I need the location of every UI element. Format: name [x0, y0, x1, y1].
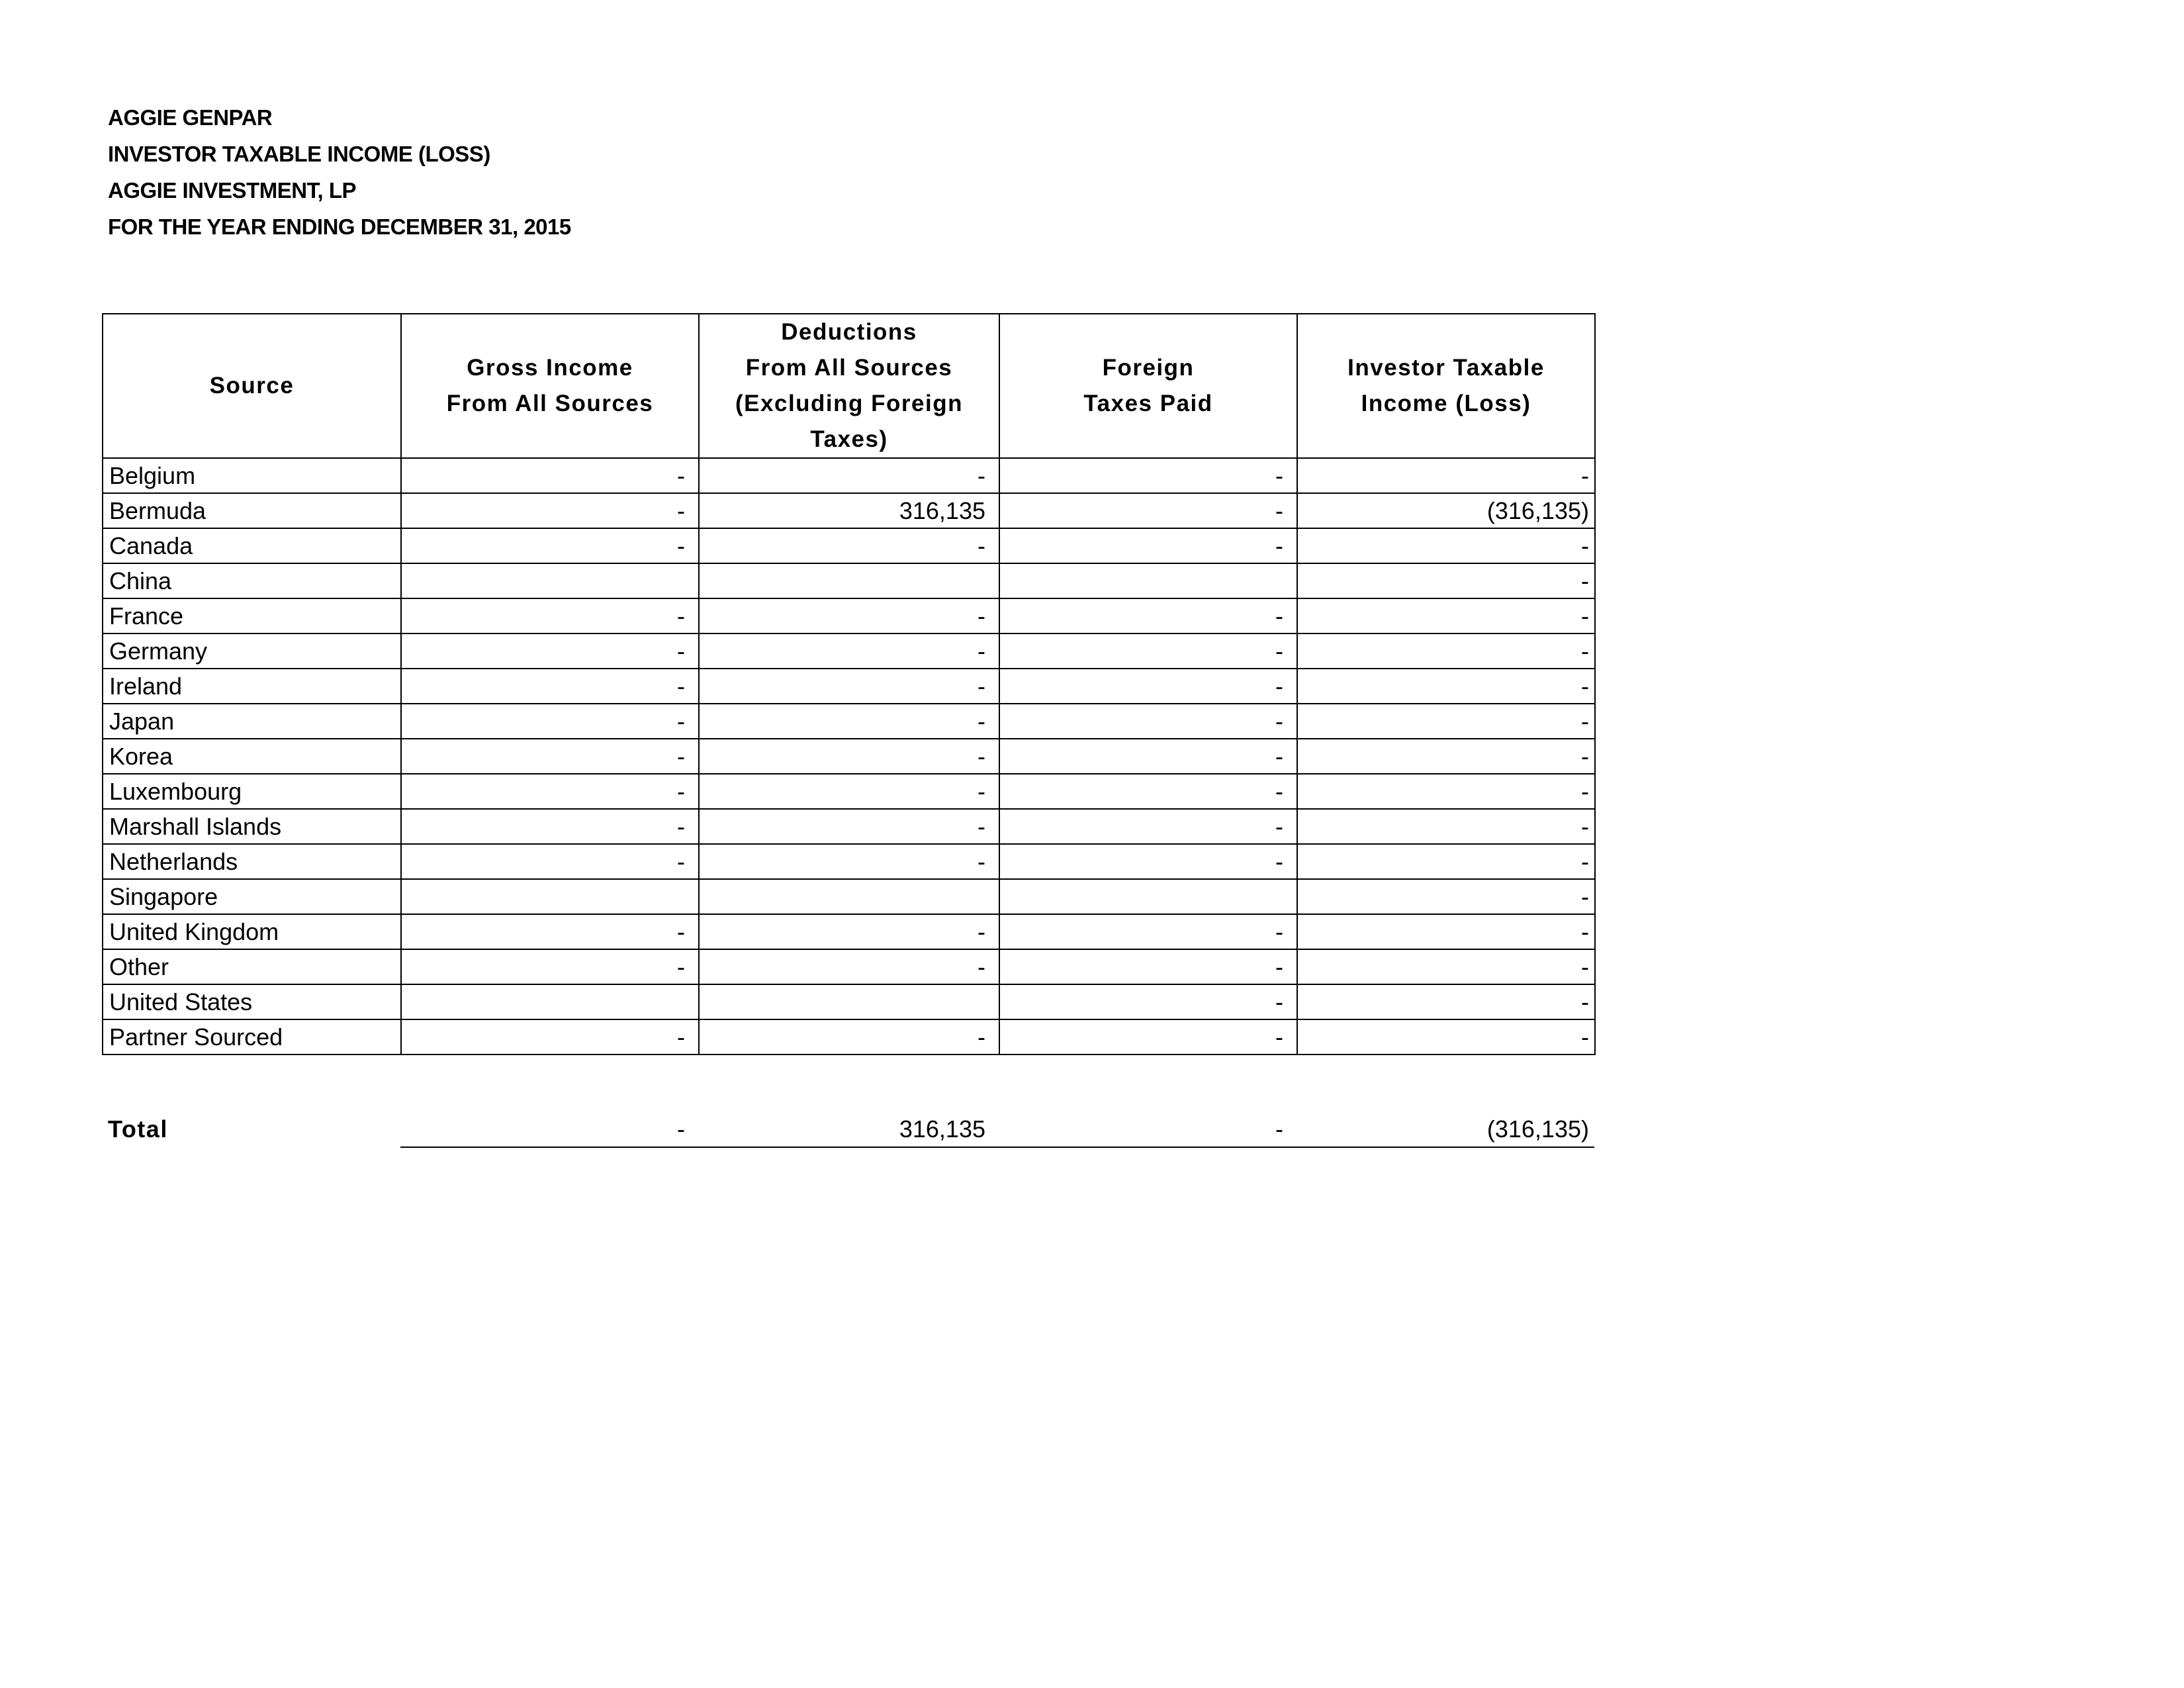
cell-source: United Kingdom: [103, 914, 401, 949]
cell-deductions: -: [699, 1019, 999, 1055]
cell-foreign-taxes: -: [999, 1019, 1297, 1055]
table-header-row: [103, 314, 1595, 458]
cell-gross-income: -: [401, 528, 699, 563]
cell-source: Korea: [103, 739, 401, 774]
cell-foreign-taxes: -: [999, 528, 1297, 563]
cell-investor-income: -: [1297, 563, 1595, 598]
cell-foreign-taxes: -: [999, 633, 1297, 669]
table-row: [103, 809, 1595, 844]
cell-investor-income: -: [1297, 633, 1595, 669]
company-name: AGGIE GENPAR: [108, 105, 273, 130]
cell-foreign-taxes: -: [999, 739, 1297, 774]
cell-foreign-taxes: -: [999, 984, 1297, 1019]
cell-source: Japan: [103, 704, 401, 739]
table-row: [103, 669, 1595, 704]
entity-name: AGGIE INVESTMENT, LP: [108, 178, 357, 203]
report-heading: [108, 99, 571, 245]
table-row: [103, 844, 1595, 879]
cell-source: United States: [103, 984, 401, 1019]
cell-investor-income: -: [1297, 1019, 1595, 1055]
cell-source: France: [103, 598, 401, 633]
cell-investor-income: -: [1297, 739, 1595, 774]
cell-foreign-taxes: -: [999, 949, 1297, 984]
column-header-foreign-taxes: [999, 314, 1297, 458]
table-row: [103, 914, 1595, 949]
cell-deductions: -: [699, 739, 999, 774]
cell-deductions: -: [699, 598, 999, 633]
cell-foreign-taxes: -: [999, 493, 1297, 528]
cell-gross-income: -: [401, 704, 699, 739]
table-body: [103, 458, 1595, 1055]
total-deductions: 316,135: [899, 1115, 985, 1143]
table-row: [103, 598, 1595, 633]
cell-deductions: -: [699, 844, 999, 879]
report-title: INVESTOR TAXABLE INCOME (LOSS): [108, 142, 490, 166]
cell-investor-income: -: [1297, 669, 1595, 704]
table-row: [103, 528, 1595, 563]
cell-source: Luxembourg: [103, 774, 401, 809]
cell-foreign-taxes: -: [999, 669, 1297, 704]
table-row: [103, 879, 1595, 914]
cell-source: Other: [103, 949, 401, 984]
cell-source: Marshall Islands: [103, 809, 401, 844]
column-header-line: From All Sources: [745, 355, 953, 381]
cell-foreign-taxes: -: [999, 914, 1297, 949]
cell-gross-income: [401, 984, 699, 1019]
cell-foreign-taxes: -: [999, 598, 1297, 633]
cell-investor-income: -: [1297, 914, 1595, 949]
cell-source: Bermuda: [103, 493, 401, 528]
cell-gross-income: [401, 879, 699, 914]
cell-investor-income: -: [1297, 458, 1595, 493]
cell-foreign-taxes: [999, 879, 1297, 914]
total-investor-income: (316,135): [1486, 1115, 1589, 1143]
column-header-line: From All Sources: [446, 391, 654, 416]
table-row: [103, 1019, 1595, 1055]
cell-foreign-taxes: [999, 563, 1297, 598]
total-row: [102, 1112, 1594, 1147]
cell-source: Germany: [103, 633, 401, 669]
cell-foreign-taxes: -: [999, 844, 1297, 879]
cell-investor-income: -: [1297, 774, 1595, 809]
column-header-deductions: [699, 314, 999, 458]
cell-deductions: -: [699, 774, 999, 809]
cell-foreign-taxes: -: [999, 774, 1297, 809]
cell-deductions: -: [699, 914, 999, 949]
table-row: [103, 493, 1595, 528]
table-row: [103, 633, 1595, 669]
column-header-line: Investor Taxable: [1347, 355, 1545, 381]
table-row: [103, 739, 1595, 774]
column-header-line: Taxes Paid: [1083, 391, 1213, 416]
cell-source: Singapore: [103, 879, 401, 914]
cell-gross-income: -: [401, 739, 699, 774]
cell-investor-income: -: [1297, 809, 1595, 844]
total-values: [400, 1112, 1594, 1148]
column-header-line: Foreign: [1102, 355, 1195, 381]
cell-source: China: [103, 563, 401, 598]
cell-gross-income: -: [401, 774, 699, 809]
cell-gross-income: -: [401, 914, 699, 949]
column-header-line: (Excluding Foreign: [735, 391, 963, 416]
table-row: [103, 563, 1595, 598]
column-header-investor-income: [1297, 314, 1595, 458]
cell-deductions: -: [699, 633, 999, 669]
table-row: [103, 704, 1595, 739]
investor-income-table-wrap: [102, 313, 1596, 1055]
column-header-source: [103, 314, 401, 458]
total-foreign-taxes: -: [1275, 1115, 1283, 1143]
column-header-line: Source: [209, 373, 295, 399]
table-row: [103, 949, 1595, 984]
column-header-line: Deductions: [781, 319, 917, 345]
column-header-gross-income: [401, 314, 699, 458]
report-period: FOR THE YEAR ENDING DECEMBER 31, 2015: [108, 214, 571, 239]
cell-source: Canada: [103, 528, 401, 563]
cell-investor-income: -: [1297, 949, 1595, 984]
cell-deductions: -: [699, 949, 999, 984]
cell-gross-income: -: [401, 1019, 699, 1055]
cell-investor-income: -: [1297, 528, 1595, 563]
cell-deductions: -: [699, 528, 999, 563]
cell-deductions: [699, 879, 999, 914]
cell-gross-income: -: [401, 633, 699, 669]
cell-gross-income: [401, 563, 699, 598]
cell-investor-income: -: [1297, 879, 1595, 914]
cell-foreign-taxes: -: [999, 458, 1297, 493]
cell-deductions: [699, 563, 999, 598]
cell-gross-income: -: [401, 949, 699, 984]
cell-deductions: -: [699, 809, 999, 844]
cell-deductions: -: [699, 704, 999, 739]
cell-gross-income: -: [401, 598, 699, 633]
cell-deductions: -: [699, 669, 999, 704]
cell-source: Ireland: [103, 669, 401, 704]
column-header-line: Income (Loss): [1361, 391, 1531, 416]
table-row: [103, 984, 1595, 1019]
cell-deductions: 316,135: [699, 493, 999, 528]
table-row: [103, 774, 1595, 809]
cell-source: Belgium: [103, 458, 401, 493]
cell-deductions: [699, 984, 999, 1019]
cell-gross-income: -: [401, 844, 699, 879]
cell-deductions: -: [699, 458, 999, 493]
cell-source: Netherlands: [103, 844, 401, 879]
column-header-line: Taxes): [810, 426, 888, 452]
table-row: [103, 458, 1595, 493]
cell-investor-income: -: [1297, 704, 1595, 739]
cell-gross-income: -: [401, 493, 699, 528]
cell-gross-income: -: [401, 809, 699, 844]
cell-foreign-taxes: -: [999, 704, 1297, 739]
investor-income-table: [102, 313, 1596, 1055]
total-label: Total: [108, 1115, 168, 1143]
cell-investor-income: -: [1297, 598, 1595, 633]
cell-gross-income: -: [401, 458, 699, 493]
cell-investor-income: -: [1297, 844, 1595, 879]
cell-foreign-taxes: -: [999, 809, 1297, 844]
cell-investor-income: (316,135): [1297, 493, 1595, 528]
column-header-line: Gross Income: [467, 355, 633, 381]
cell-gross-income: -: [401, 669, 699, 704]
cell-investor-income: -: [1297, 984, 1595, 1019]
total-gross-income: -: [677, 1115, 685, 1143]
cell-source: Partner Sourced: [103, 1019, 401, 1055]
